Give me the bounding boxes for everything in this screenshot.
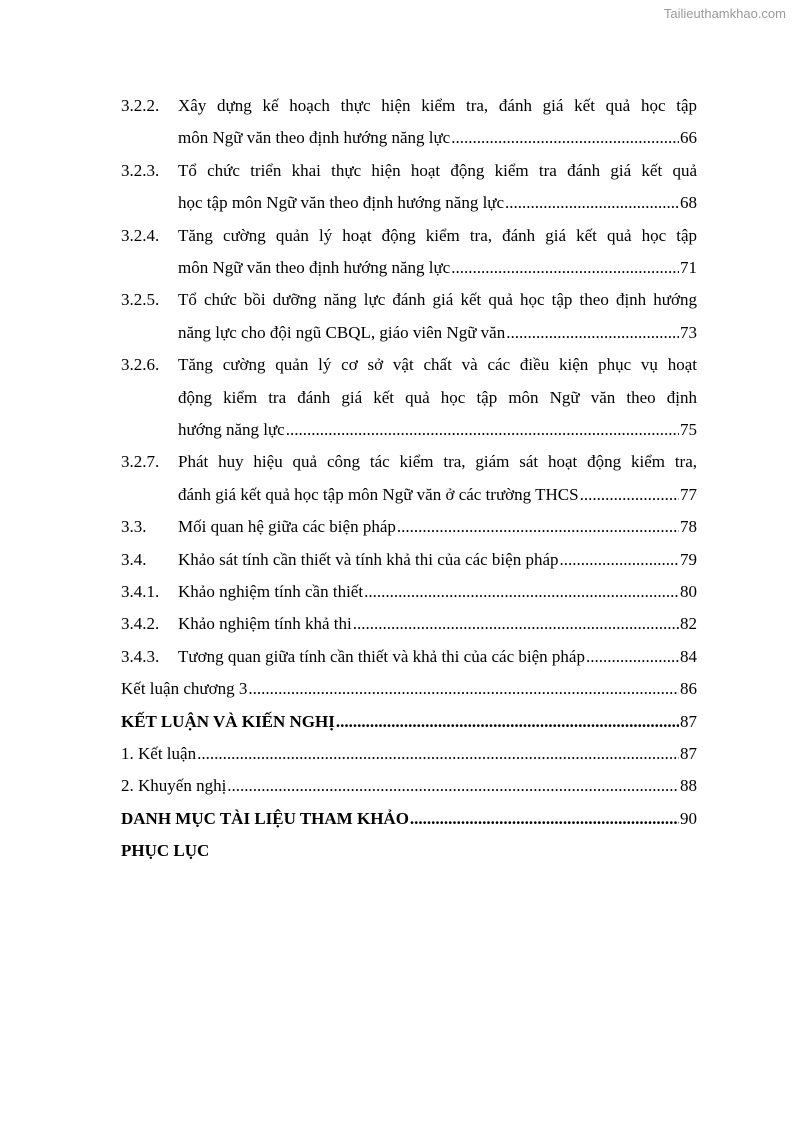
toc-entry-text <box>178 417 697 443</box>
toc-entry-text <box>178 125 697 151</box>
toc-line <box>0 806 794 832</box>
leader-dots <box>197 741 679 767</box>
toc-entry-number: 3.2.4. <box>121 225 160 245</box>
leader-dots <box>397 514 679 540</box>
toc-entry-text <box>178 255 697 281</box>
toc-entry-number: 3.2.5. <box>121 290 160 310</box>
leader-dots <box>364 579 679 605</box>
page-number: 88 <box>680 776 697 796</box>
leader-dots <box>248 676 679 702</box>
toc-line <box>0 644 794 670</box>
toc-line <box>0 514 794 540</box>
toc-entry-number: 3.3. <box>121 517 147 537</box>
page-number: 90 <box>680 808 697 828</box>
toc-entry-text: Tổ chức triển khai thực hiện hoạt động kiểm tra đánh giá kết quả <box>178 160 697 180</box>
toc-line <box>0 579 794 605</box>
page-number: 71 <box>680 258 697 277</box>
toc-entry-number: 3.4. <box>121 549 147 569</box>
toc-line <box>0 223 794 249</box>
toc-entry-number: 3.4.1. <box>121 582 160 601</box>
leader-dots <box>559 547 679 573</box>
leader-dots <box>580 482 679 508</box>
page-number: 84 <box>680 646 697 666</box>
toc-entry-title: KẾT LUẬN VÀ KIẾN NGHỊ <box>121 711 335 731</box>
toc-entry-title: Khảo sát tính cần thiết và tính khả thi của các biện pháp <box>178 549 559 569</box>
leader-dots <box>586 644 679 670</box>
toc-line <box>0 158 794 184</box>
toc-line <box>0 482 794 508</box>
page-number: 75 <box>680 420 697 439</box>
toc-entry-text <box>178 547 697 573</box>
toc-entry-title: 2. Khuyến nghị <box>121 776 227 796</box>
toc-line <box>0 449 794 475</box>
page-number: 78 <box>680 517 697 537</box>
toc-entry-text: Xây dựng kế hoạch thực hiện kiểm tra, đánh giá kết quả học tập <box>178 96 697 115</box>
toc-entry-text: động kiểm tra đánh giá kết quả học tập môn Ngữ văn theo định <box>178 387 697 407</box>
page-number: 77 <box>680 484 697 504</box>
toc-entry-title: Khảo nghiệm tính khả thi <box>178 614 352 634</box>
toc-entry-text <box>178 320 697 346</box>
leader-dots <box>410 806 679 832</box>
toc-line <box>0 287 794 313</box>
page-number: 79 <box>680 549 697 569</box>
toc-line <box>0 741 794 767</box>
toc-line <box>0 125 794 151</box>
toc-entry-text <box>121 709 697 735</box>
toc-entry-number: 3.2.7. <box>121 452 160 472</box>
toc-line <box>0 255 794 281</box>
toc-line <box>0 93 794 119</box>
toc-entry-title: Kết luận chương 3 <box>121 679 248 699</box>
toc-line <box>0 385 794 411</box>
toc-entry-text <box>178 190 697 216</box>
toc-line <box>0 676 794 702</box>
toc-entry-text: Tăng cường quản lý hoạt động kiểm tra, đánh giá kết quả học tập <box>178 225 697 245</box>
toc-entry-text <box>121 741 697 767</box>
toc-entry-text <box>178 514 697 540</box>
toc-entry-title: DANH MỤC TÀI LIỆU THAM KHẢO <box>121 808 409 828</box>
page-number: 87 <box>680 711 697 731</box>
toc-entry-number: 3.2.6. <box>121 355 160 375</box>
toc-entry-text <box>178 644 697 670</box>
toc-entry-text <box>178 611 697 637</box>
toc-entry-title: học tập môn Ngữ văn theo định hướng năng lực <box>178 193 505 213</box>
page-number: 82 <box>680 614 697 634</box>
toc-entry-text <box>178 482 697 508</box>
toc-entry-text <box>178 579 697 605</box>
toc-entry-number: 3.4.3. <box>121 646 160 666</box>
toc-line <box>0 417 794 443</box>
toc-line <box>0 838 794 864</box>
leader-dots <box>506 320 679 346</box>
toc-entry-title: 1. Kết luận <box>121 744 197 763</box>
toc-entry-title: môn Ngữ văn theo định hướng năng lực <box>178 258 451 277</box>
leader-dots <box>286 417 679 443</box>
toc-line <box>0 709 794 735</box>
leader-dots <box>353 611 679 637</box>
toc-entry-title: hướng năng lực <box>178 420 285 439</box>
toc-entry-number: 3.4.2. <box>121 614 160 634</box>
page-number: 66 <box>680 128 697 148</box>
toc-entry-title: PHỤC LỤC <box>121 841 210 861</box>
toc-line <box>0 190 794 216</box>
toc-entry-text <box>121 676 697 702</box>
toc-entry-text: Tăng cường quản lý cơ sở vật chất và các điều kiện phục vụ hoạt <box>178 355 697 375</box>
page-number: 86 <box>680 679 697 699</box>
toc-entry-title: năng lực cho đội ngũ CBQL, giáo viên Ngữ văn <box>178 322 506 342</box>
toc-entry-title: đánh giá kết quả học tập môn Ngữ văn ở các trường THCS <box>178 484 579 504</box>
leader-dots <box>505 190 679 216</box>
page-number: 80 <box>680 582 697 601</box>
leader-dots <box>451 125 679 151</box>
toc-entry-text: Tổ chức bồi dưỡng năng lực đánh giá kết quả học tập theo định hướng <box>178 290 697 310</box>
page-number: 68 <box>680 193 697 213</box>
page-number: 73 <box>680 322 697 342</box>
toc-entry-text: Phát huy hiệu quả công tác kiểm tra, giám sát hoạt động kiểm tra, <box>178 452 697 472</box>
toc-entry-text <box>121 773 697 799</box>
toc-entry-title: Mối quan hệ giữa các biện pháp <box>178 517 396 537</box>
toc-line <box>0 773 794 799</box>
page-number: 87 <box>680 744 697 763</box>
toc-line <box>0 352 794 378</box>
toc-entry-number: 3.2.3. <box>121 160 160 180</box>
leader-dots <box>451 255 679 281</box>
toc-line <box>0 320 794 346</box>
toc-entry-number: 3.2.2. <box>121 96 160 115</box>
toc-entry-title: môn Ngữ văn theo định hướng năng lực <box>178 128 451 148</box>
leader-dots <box>336 709 679 735</box>
toc-line <box>0 547 794 573</box>
watermark: Tailieuthamkhao.com <box>663 6 786 21</box>
toc-entry-title: Khảo nghiệm tính cần thiết <box>178 582 364 601</box>
toc-entry-text <box>121 806 697 832</box>
leader-dots <box>227 773 679 799</box>
toc-line <box>0 611 794 637</box>
toc-entry-title: Tương quan giữa tính cần thiết và khả thi của các biện pháp <box>178 646 585 666</box>
